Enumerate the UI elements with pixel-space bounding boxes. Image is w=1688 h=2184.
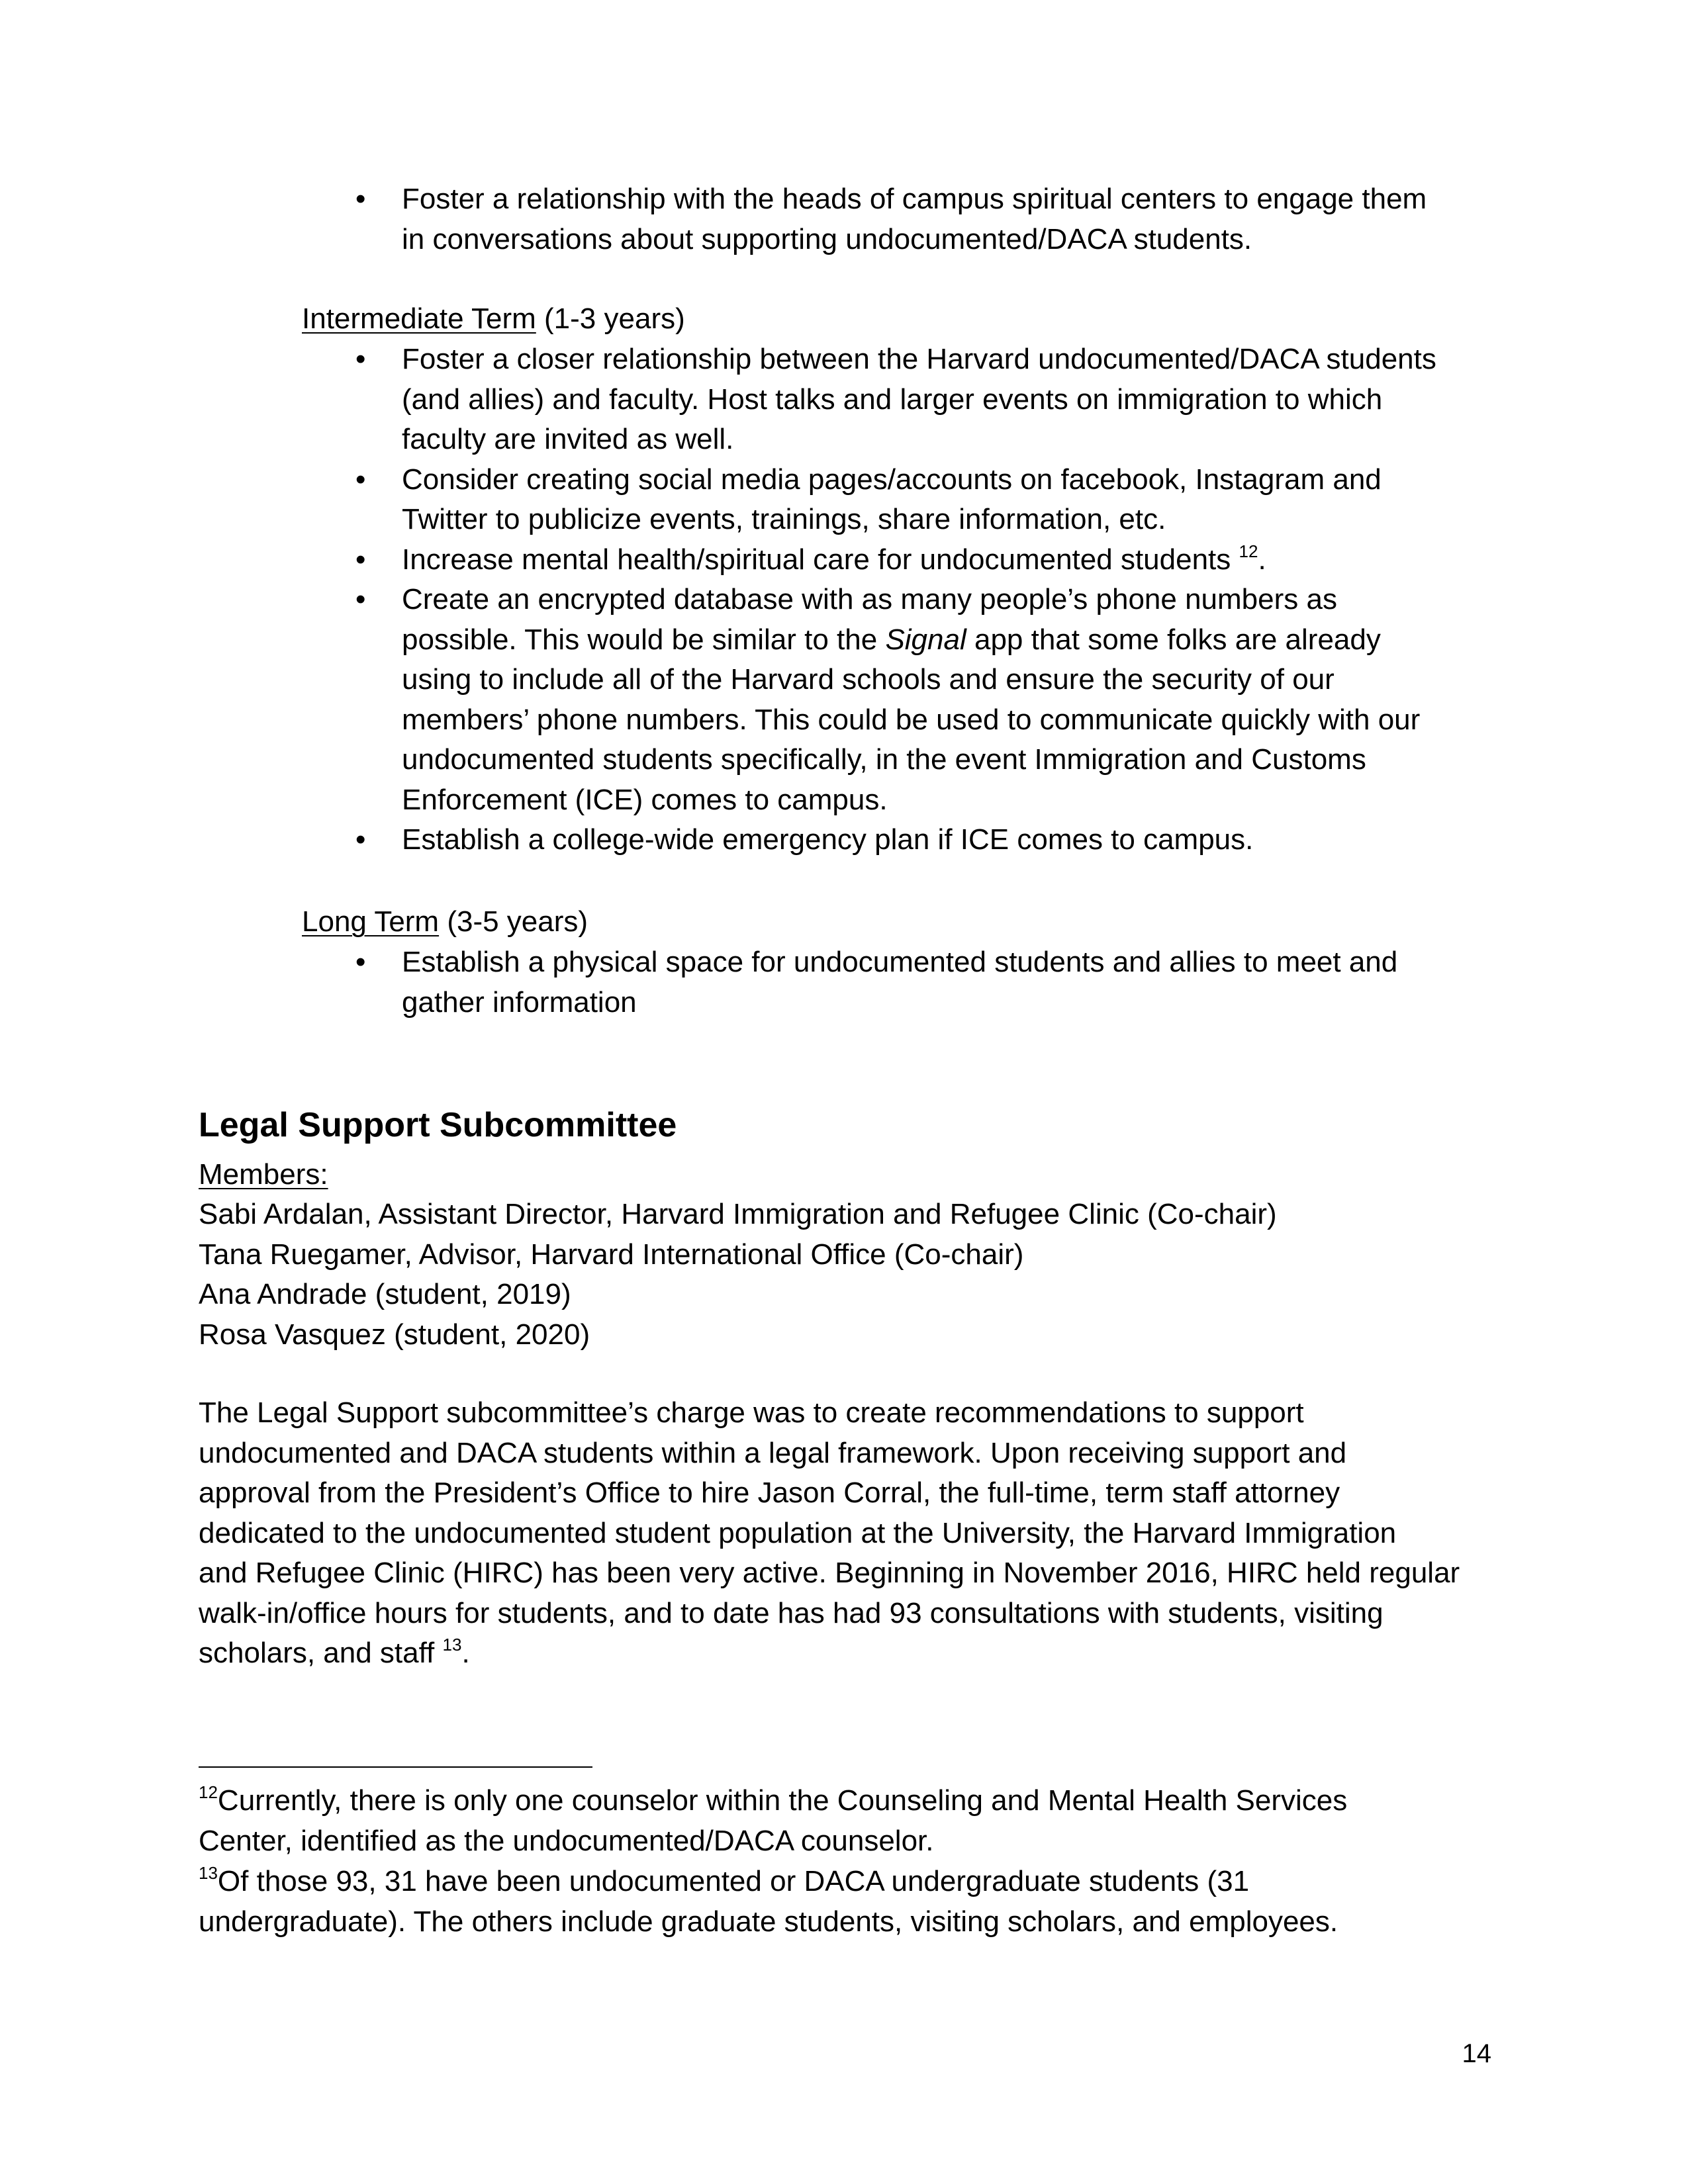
footnotes: $^{12}$Currently, there is only one counselor within the Counseling and Mental Health Services Center, identified as the undocumented/DACA counselor. $^{13}$Of those 93, 31 have been undocumented or DACA undergraduate students (31 undergraduate). The others include graduate students, visiting scholars, and employees.: [199, 1780, 1347, 1942]
members-list: [199, 1195, 1277, 1355]
long-term-heading: Long Term (3-5 years): [302, 905, 588, 938]
list-item: • Create an encrypted database with as many people’s phone numbers as possible. This would be similar to the Signal app that some folks are already using to include all of the Harvard schools and ensure the security of our members’ phone numbers. This could be used to communicate quickly with our undocumented students specifically, in the event Immigration and Customs Enforcement (ICE) comes to campus.: [355, 580, 1436, 820]
footnote-12: $^{12}$Currently, there is only one counselor within the Counseling and Mental Health Services: [199, 1782, 1348, 1817]
footnote-13: $^{13}$Of those 93, 31 have been undocumented or DACA undergraduate students (31: [199, 1863, 1250, 1897]
signal-app-name: Signal: [885, 623, 966, 656]
long-term-bullet-list: [355, 942, 1397, 1023]
list-item: • Foster a relationship with the heads of campus spiritual centers to engage them in conversations about supporting undocumented/DACA students.: [355, 179, 1427, 259]
legal-paragraph: The Legal Support subcommittee’s charge was to create recommendations to support undocumented and DACA students within a legal framework. Upon receiving support and approval from the President’s Office to hire Jason Corral, the full-time, term staff attorney dedicated to the undocumented student population at the University, the Harvard Immigration and Refugee Clinic (HIRC) has been very active. Beginning in November 2016, HIRC held regular walk-in/office hours for students, and to date has had 93 consultations with students, visiting scholars, and staff $^{13}$.: [199, 1396, 1460, 1669]
member-line: Tana Ruegamer, Advisor, Harvard International Office (Co-chair): [199, 1238, 1024, 1271]
list-item: • Foster a closer relationship between the Harvard undocumented/DACA students (and allies) and faculty. Host talks and larger events on immigration to which faculty are invited as well.: [355, 340, 1436, 460]
intermediate-bullet-list: [355, 340, 1436, 860]
footnote-ref-13: 13: [442, 1635, 462, 1655]
page-number: 14: [1462, 2039, 1491, 2068]
section-title: Legal Support Subcommittee: [199, 1106, 677, 1144]
members-label: Members:: [199, 1158, 328, 1191]
list-item: • Increase mental health/spiritual care for undocumented students $^{12}$.: [355, 540, 1436, 580]
intermediate-term-heading: Intermediate Term (1-3 years): [302, 302, 685, 335]
list-item: • Establish a college-wide emergency plan if ICE comes to campus.: [355, 820, 1436, 860]
member-line: Ana Andrade (student, 2019): [199, 1278, 571, 1310]
member-line: Sabi Ardalan, Assistant Director, Harvard Immigration and Refugee Clinic (Co-chair): [199, 1198, 1277, 1230]
list-item: • Establish a physical space for undocumented students and allies to meet and gather information: [355, 942, 1397, 1023]
top-bullet-list: [355, 179, 1427, 259]
footnote-ref-12: 12: [1239, 541, 1258, 561]
footnote-separator: [199, 1766, 592, 1768]
member-line: Rosa Vasquez (student, 2020): [199, 1318, 590, 1351]
list-item: • Consider creating social media pages/accounts on facebook, Instagram and Twitter to publicize events, trainings, share information, etc.: [355, 460, 1436, 540]
